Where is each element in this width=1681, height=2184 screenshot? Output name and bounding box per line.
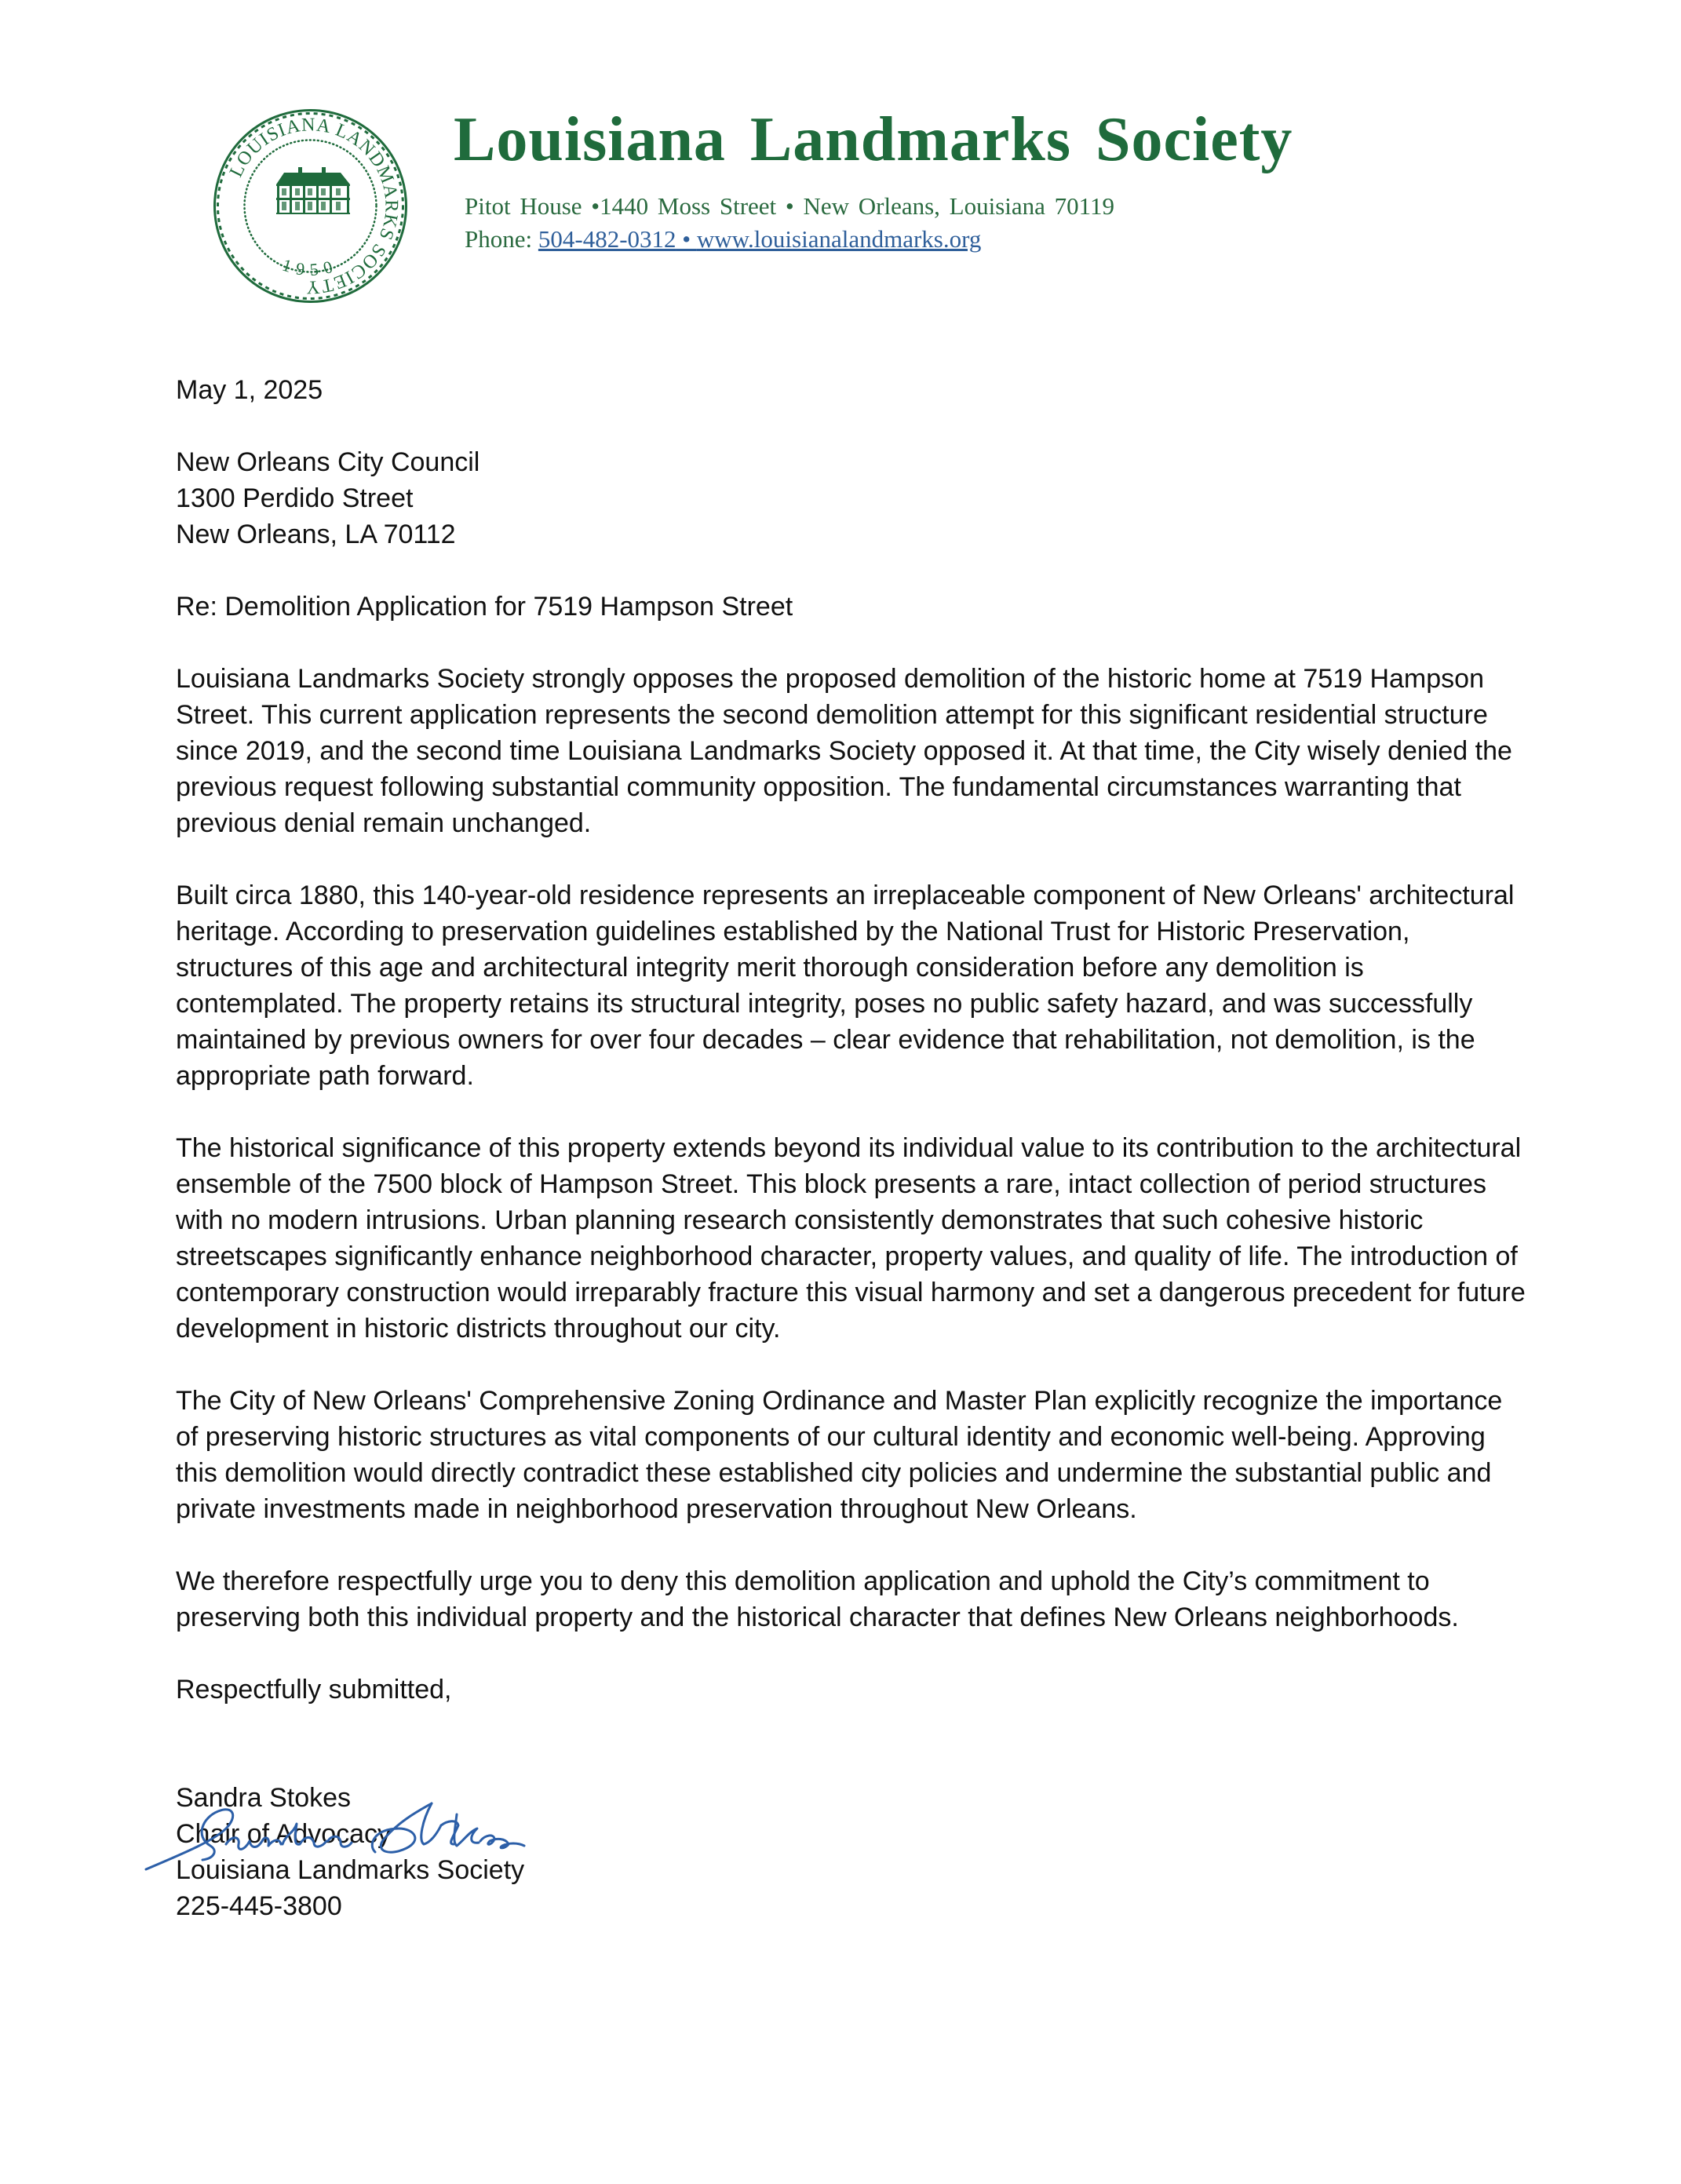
house-icon <box>276 167 350 214</box>
body-paragraph-1: Louisiana Landmarks Society strongly opposes the proposed demolition of the historic home at 7519 Hampson Street. This current application represents the second demolition attempt for this significant residential structure since 2019, and the second time Louisiana Landmarks Society opposed it. At that time, the City wisely denied the previous request following substantial community opposition. The fundamental circumstances warranting that previous denial remain unchanged. <box>176 664 1512 838</box>
separator: • <box>676 225 697 253</box>
org-phone-link[interactable] <box>538 225 981 253</box>
body-paragraph-4: The City of New Orleans' Comprehensive Zoning Ordinance and Master Plan explicitly recognize the importance of preserving historic structures as vital components of our cultural identity and economic well-being. Approving this demolition would directly contradict these established city policies and undermine the substantial public and private investments made in neighborhood preservation throughout New Orleans. <box>176 1386 1503 1524</box>
letter-body <box>176 372 1526 1924</box>
org-phone[interactable]: 504-482-0312 <box>538 225 676 253</box>
subject-line: Re: Demolition Application for 7519 Hampson Street <box>176 592 793 622</box>
svg-text:LOUISIANA LANDMARKS SOCIETY: LOUISIANA LANDMARKS SOCIETY <box>225 115 402 297</box>
org-address: Pitot House •1440 Moss Street • New Orleans, Louisiana 70119 <box>465 192 1115 220</box>
signer-phone: 225-445-3800 <box>176 1891 342 1921</box>
signature-icon <box>140 1797 532 1876</box>
recipient-street: 1300 Perdido Street <box>176 483 414 513</box>
phone-label: Phone: <box>465 225 538 253</box>
svg-text:1950: 1950 <box>279 254 341 280</box>
recipient-name: New Orleans City Council <box>176 447 480 477</box>
recipient-city: New Orleans, LA 70112 <box>176 520 456 549</box>
letter-date: May 1, 2025 <box>176 375 323 405</box>
signer-title: Chair of Advocacy <box>176 1819 392 1849</box>
signer-name: Sandra Stokes <box>176 1783 352 1813</box>
body-paragraph-3: The historical significance of this property extends beyond its individual value to its contribution to the architectural ensemble of the 7500 block of Hampson Street. This block presents a rare, intact collection of period structures with no modern intrusions. Urban planning research consistently demonstrates that such cohesive historic streetscapes significantly enhance neighborhood character, property values, and quality of life. The introduction of contemporary construction would irreparably fracture this visual harmony and set a dangerous precedent for future development in historic districts throughout our city. <box>176 1133 1526 1344</box>
body-paragraph-2: Built circa 1880, this 140-year-old residence represents an irreplaceable component of New Orleans' architectural heritage. According to preservation guidelines established by the National Trust for Historic Preservation, structures of this age and architectural integrity merit thorough consideration before any demolition is contemplated. The property retains its structural integrity, poses no public safety hazard, and was successfully maintained by previous owners for over four decades – clear evidence that rehabilitation, not demolition, is the appropriate path forward. <box>176 881 1515 1091</box>
seal-logo-icon <box>210 106 410 306</box>
org-name: Louisiana Landmarks Society <box>454 105 1293 174</box>
org-contact <box>465 225 981 253</box>
closing: Respectfully submitted, <box>176 1675 452 1705</box>
signature-space <box>176 1708 1526 1780</box>
signer-organization: Louisiana Landmarks Society <box>176 1855 525 1885</box>
org-website-link[interactable]: www.louisianalandmarks.org <box>696 225 982 253</box>
body-paragraph-5: We therefore respectfully urge you to deny this demolition application and uphold the City’s commitment to preserving both this individual property and the historical character that defines New Orleans neighborhoods. <box>176 1566 1459 1632</box>
